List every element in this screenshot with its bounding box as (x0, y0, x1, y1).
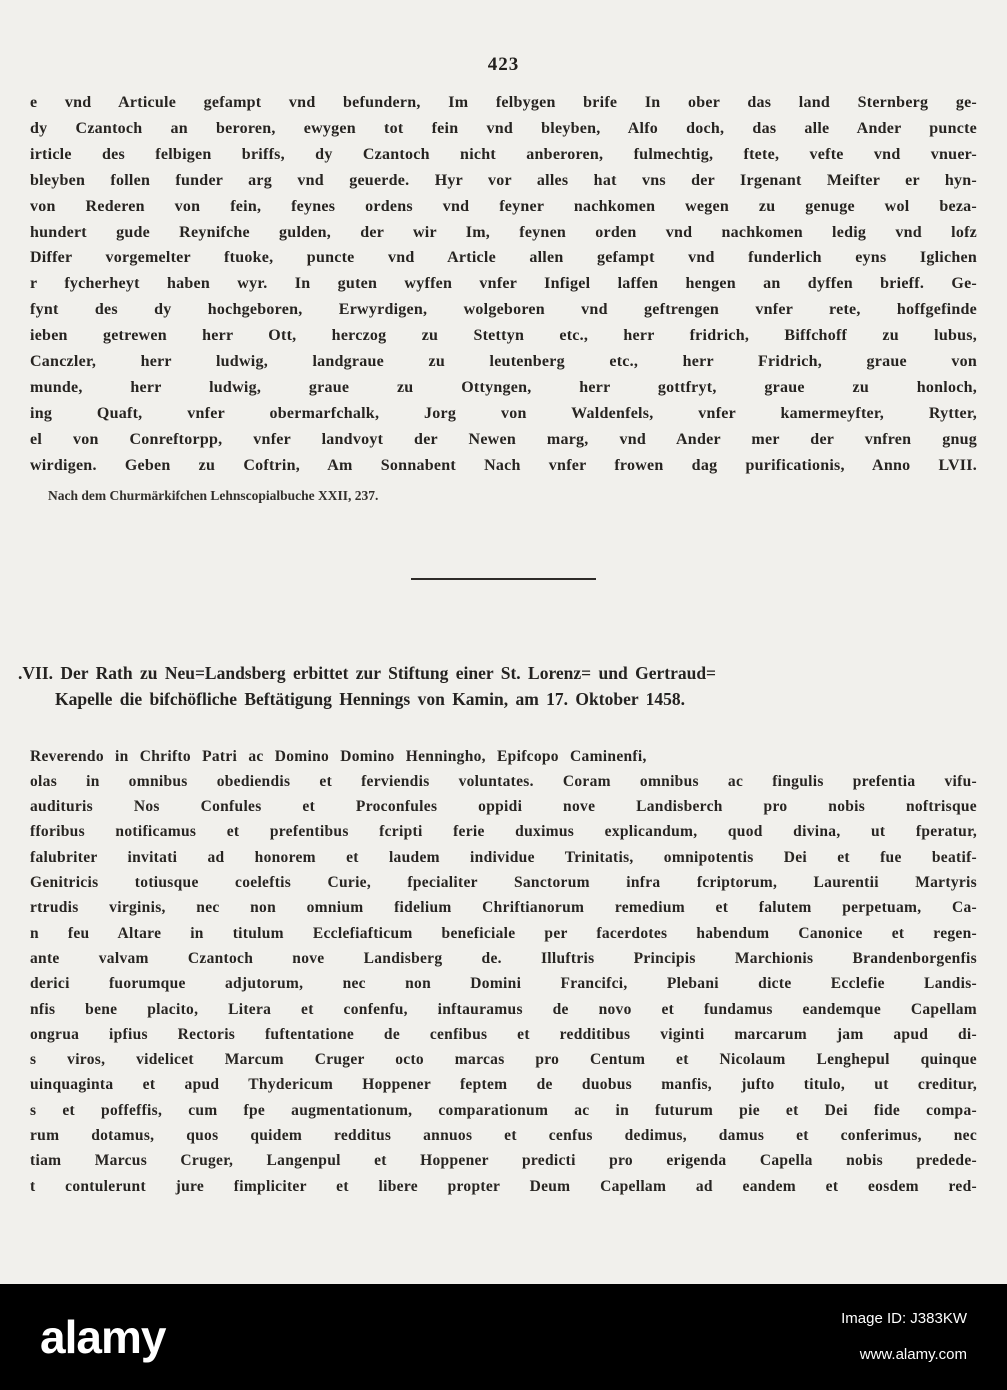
text-line: ongrua ipfius Rectoris fuftentatione de cenfibus et redditibus viginti marcarum jam apud di- (30, 1025, 977, 1043)
source-note: Nach dem Churmärkifchen Lehnscopialbuche XXII, 237. (48, 487, 379, 503)
text-line: ing Quaft, vnfer obermarfchalk, Jorg von Waldenfels, vnfer kamermeyfter, Rytter, (30, 404, 977, 422)
text-line: uinquaginta et apud Thydericum Hoppener feptem de duobus manfis, jufto titulo, ut creditur, (30, 1076, 977, 1094)
section-heading (18, 660, 979, 713)
alamy-url-label: www.alamy.com (859, 1346, 967, 1363)
text-line: dy Czantoch an beroren, ewygen tot fein vnd bleyben, Alfo doch, das alle Ander puncte (30, 119, 977, 137)
text-line: irticle des felbigen briffs, dy Czantoch nicht anberoren, fulmechtig, ftete, vefte vnd vnuer- (30, 145, 977, 163)
text-line: Canczler, herr ludwig, landgraue zu leutenberg etc., herr Fridrich, graue von (30, 353, 977, 371)
text-line: audituris Nos Confules et Proconfules oppidi nove Landisberch pro nobis noftrisque (30, 798, 977, 816)
text-line: bleyben follen funder arg vnd geuerde. Hyr vor alles hat vns der Irgenant Meifter er hyn- (30, 171, 977, 189)
text-line: hundert gude Reynifche gulden, der wir Im, feynen orden vnd nachkomen ledig vnd lofz (30, 223, 977, 241)
heading-line: Kapelle die bifchöfliche Beftätigung Hennings von Kamin, am 17. Oktober 1458. (55, 689, 686, 710)
alamy-logo: alamy (40, 1311, 166, 1363)
section-divider (411, 578, 596, 580)
text-line: olas in omnibus obediendis et ferviendis voluntates. Coram omnibus ac fingulis prefentia vifu- (30, 772, 977, 790)
text-line: s et poffeffis, cum fpe augmentationum, comparationum ac in futurum pie et Dei fide compa- (30, 1101, 977, 1119)
text-line: falubriter invitati ad honorem et laudem individue Trinitatis, omnipotentis Dei et fue beatif- (30, 848, 977, 866)
watermark-info (841, 1310, 967, 1364)
text-line: ieben getrewen herr Ott, herczog zu Stettyn etc., herr fridrich, Biffchoff zu lubus, (30, 327, 977, 345)
paragraph-german-charter (30, 90, 977, 479)
text-line: derici fuorumque adjutorum, nec non Domini Francifci, Plebani dicte Ecclefie Landis- (30, 975, 977, 993)
text-line: el von Conreftorpp, vnfer landvoyt der Newen marg, vnd Ander mer der vnfren gnug (30, 430, 977, 448)
text-line: Differ vorgemelter ftuoke, puncte vnd Article allen gefampt vnd funderlich eyns Iglichen (30, 249, 977, 267)
text-line: fynt des dy hochgeboren, Erwyrdigen, wolgeboren vnd geftrengen vnfer rete, hoffgefinde (30, 301, 977, 319)
text-line: von Rederen von fein, feynes ordens vnd feyner nachkomen wegen zu genuge wol beza- (30, 197, 977, 215)
text-line: n feu Altare in titulum Ecclefiafticum beneficiale per facerdotes habendum Canonice et regen- (30, 924, 977, 942)
alamy-watermark-bar (0, 1284, 1007, 1390)
text-line: s viros, videlicet Marcum Cruger octo marcas pro Centum et Nicolaum Lenghepul quinque (30, 1051, 977, 1069)
text-line: r fycherheyt haben wyr. In guten wyffen vnfer Infigel laffen hengen an dyffen brieff. Ge- (30, 275, 977, 293)
text-line: e vnd Articule gefampt vnd befundern, Im felbygen brife In ober das land Sternberg ge- (30, 94, 977, 111)
paragraph-latin-charter (30, 744, 977, 1199)
heading-line: .VII. Der Rath zu Neu=Landsberg erbittet zur Stiftung einer St. Lorenz= und Gertraud= (18, 662, 717, 683)
text-line: Genitricis totiusque coeleftis Curie, fpecialiter Sanctorum infra fcriptorum, Laurentii Martyris (30, 874, 977, 892)
text-line: ante valvam Czantoch nove Landisberg de. Illuftris Principis Marchionis Brandenborgenfis (30, 949, 977, 967)
latin-paragraph-lines (30, 769, 977, 1199)
text-line: rtrudis virginis, nec non omnium fidelium Chriftianorum remedium et falutem perpetuam, Ca- (30, 899, 977, 917)
text-line: Reverendo in Chrifto Patri ac Domino Domino Henningho, Epifcopo Caminenfi, (30, 747, 647, 765)
text-line: fforibus notificamus et prefentibus fcripti ferie duximus explicandum, quod divina, ut fperatur, (30, 823, 977, 841)
page-number: 423 (487, 54, 520, 75)
text-line: wirdigen. Geben zu Coftrin, Am Sonnabent Nach vnfer frowen dag purificationis, Anno LVII. (30, 456, 977, 474)
text-line: t contulerunt jure fimpliciter et libere propter Deum Capellam ad eandem et eosdem red- (30, 1177, 977, 1195)
text-line: nfis bene placito, Litera et confenfu, inftauramus de novo et fundamus eandemque Capellam (30, 1000, 977, 1018)
image-id-label: Image ID: J383KW (841, 1310, 967, 1327)
text-line: munde, herr ludwig, graue zu Ottyngen, herr gottfryt, graue zu honloch, (30, 378, 977, 396)
text-line: tiam Marcus Cruger, Langenpul et Hoppener predicti pro erigenda Capella nobis predede- (30, 1152, 977, 1170)
text-line: rum dotamus, quos quidem redditus annuos et cenfus dedimus, damus et conferimus, nec (30, 1127, 977, 1145)
